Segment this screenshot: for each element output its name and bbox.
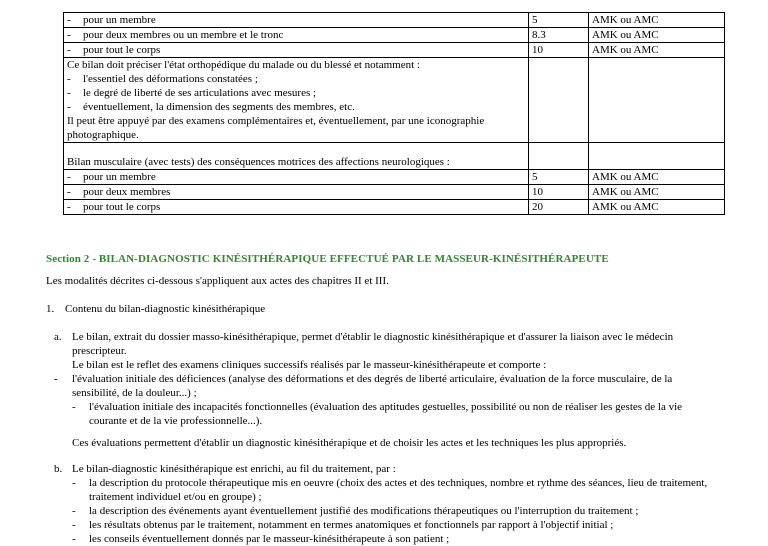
list-marker-b: b. — [54, 463, 63, 475]
ortho-item: le degré de liberté de ses articulations avec mesures ; — [83, 87, 317, 99]
row-value: 20 — [529, 200, 589, 215]
dash: - — [72, 505, 76, 517]
row-value: 5 — [529, 170, 589, 185]
b-text: Le bilan-diagnostic kinésithérapique est enrichi, au fil du traitement, par : — [72, 463, 396, 475]
row-code: AMK ou AMC — [589, 43, 725, 58]
row-value: 5 — [529, 13, 589, 28]
row-label: pour tout le corps — [83, 201, 161, 213]
section-intro: Les modalités décrites ci-dessous s'appliquent aux actes des chapitres II et III. — [46, 275, 389, 287]
item-title: Contenu du bilan-diagnostic kinésithérapique — [65, 303, 266, 315]
table-row — [64, 43, 725, 58]
row-value: 8.3 — [529, 28, 589, 43]
b-item: la description du protocole thérapeutique mis en oeuvre (choix des actes et des techniques, nombre et rythme des séances, lieu de traitement, — [89, 477, 708, 489]
table-row-ortho — [64, 58, 725, 143]
dash: - — [67, 171, 71, 183]
a-dash-line: l'évaluation initiale des déficiences (analyse des déformations et des degrés de liberté articulaire, évaluation de la force musculaire, de la — [72, 373, 673, 385]
row-code: AMK ou AMC — [589, 200, 725, 215]
table-row-musc-header — [64, 143, 725, 170]
row-code: AMK ou AMC — [589, 28, 725, 43]
a-dash-line: courante et de la vie professionnelle...). — [89, 415, 263, 427]
dash: - — [72, 401, 76, 413]
row-label: pour un membre — [83, 171, 156, 183]
row-label: pour deux membres — [83, 186, 171, 198]
b-item: les conseils éventuellement donnés par le masseur-kinésithérapeute à son patient ; — [89, 533, 450, 545]
table-row — [64, 28, 725, 43]
a-dash-line: sensibilité, de la douleur...) ; — [72, 387, 197, 399]
a-text-line: Le bilan, extrait du dossier masso-kinésithérapique, permet d'établir le diagnostic kinésithérapique et d'assurer la liaison avec le médecin — [72, 331, 674, 343]
bilan-table — [63, 12, 725, 215]
musc-header: Bilan musculaire (avec tests) des conséquences motrices des affections neurologiques : — [67, 156, 450, 168]
row-value: 10 — [529, 185, 589, 200]
dash: - — [72, 519, 76, 531]
ortho-item: l'essentiel des déformations constatées ; — [83, 73, 258, 85]
dash: - — [67, 29, 71, 41]
ortho-outro: Il peut être appuyé par des examens complémentaires et, éventuellement, par une iconographie photographique. — [67, 115, 485, 141]
ortho-intro: Ce bilan doit préciser l'état orthopédique du malade ou du blessé et notamment : — [67, 59, 420, 71]
row-value: 10 — [529, 43, 589, 58]
ortho-item: éventuellement, la dimension des segments des membres, etc. — [83, 101, 355, 113]
row-label: pour deux membres ou un membre et le tronc — [83, 29, 284, 41]
dash: - — [72, 477, 76, 489]
dash: - — [67, 101, 71, 113]
table-row — [64, 200, 725, 215]
item-number: 1. — [46, 303, 55, 315]
dash: - — [67, 186, 71, 198]
section-title: Section 2 - BILAN-DIAGNOSTIC KINÉSITHÉRAPIQUE EFFECTUÉ PAR LE MASSEUR-KINÉSITHÉRAPEUTE — [46, 253, 609, 265]
row-code: AMK ou AMC — [589, 13, 725, 28]
dash: - — [67, 44, 71, 56]
table-row — [64, 170, 725, 185]
b-item: la description des événements ayant éventuellement justifié des modifications thérapeutiques ou l'interruption du traitement ; — [89, 505, 639, 517]
dash: - — [67, 14, 71, 26]
a-conclusion: Ces évaluations permettent d'établir un diagnostic kinésithérapique et de choisir les actes et les techniques les plus appropriés. — [72, 437, 627, 449]
b-item: traitement individuel et/ou en groupe) ; — [89, 491, 262, 503]
b-item: les résultats obtenus par le traitement, notamment en termes anatomiques et fonctionnels par rapport à l'objectif initial ; — [89, 519, 614, 531]
table-row — [64, 13, 725, 28]
a-dash-line: l'évaluation initiale des incapacités fonctionnelles (évaluation des aptitudes gestuelles, possibilité ou non de réaliser les gestes de la vie — [89, 401, 683, 413]
list-marker-a: a. — [54, 331, 62, 343]
row-code: AMK ou AMC — [589, 185, 725, 200]
table-row — [64, 185, 725, 200]
row-code: AMK ou AMC — [589, 170, 725, 185]
row-label: pour tout le corps — [83, 44, 161, 56]
row-label: pour un membre — [83, 14, 156, 26]
dash: - — [72, 533, 76, 545]
a-text-line: Le bilan est le reflet des examens cliniques successifs réalisés par le masseur-kinésithérapeute et comporte : — [72, 359, 547, 371]
dash: - — [67, 73, 71, 85]
a-text-line: prescripteur. — [72, 345, 127, 357]
dash: - — [54, 373, 58, 385]
dash: - — [67, 87, 71, 99]
dash: - — [67, 201, 71, 213]
